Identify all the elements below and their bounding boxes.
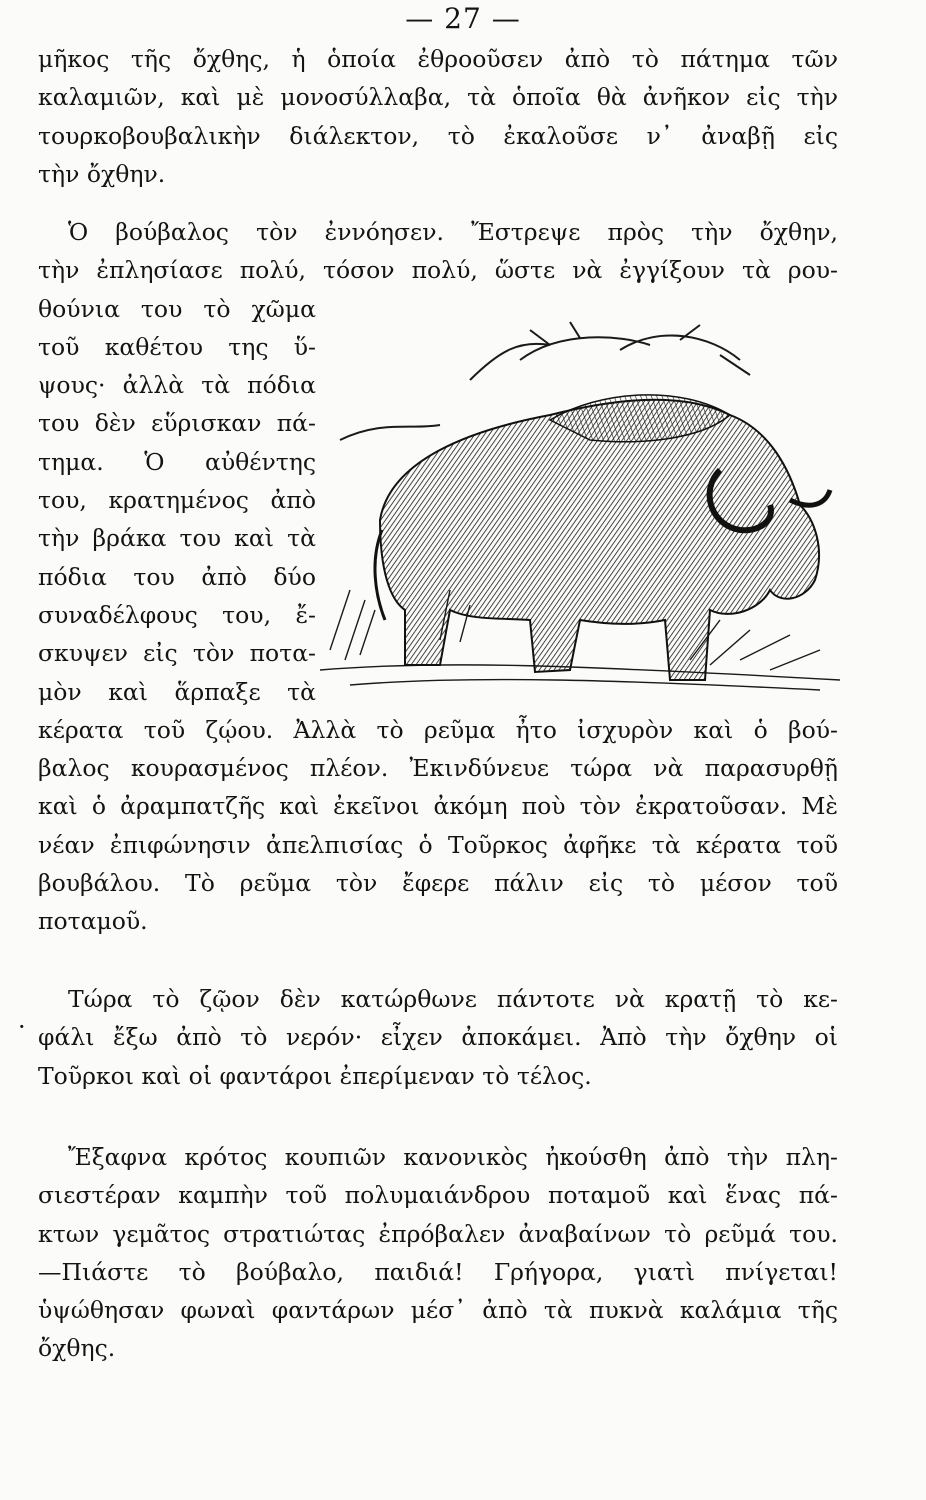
text-line: σκυψεν εἰς τὸν ποτα- — [38, 639, 316, 668]
text-line: ὑψώθησαν φωναὶ φαντάρων μέσ᾽ ἀπὸ τὰ πυκνὰ καλάμια τῆς — [38, 1296, 838, 1325]
text-line: Τοῦρκοι καὶ οἱ φαντάροι ἐπερίμεναν τὸ τέλος. — [38, 1061, 592, 1090]
buffalo-illustration — [320, 320, 840, 720]
text-line: τοῦ καθέτου της ὕ- — [38, 332, 316, 361]
text-line: του, κρατημένος ἀπὸ — [38, 486, 316, 515]
text-line: τὴν ὄχθην. — [38, 159, 166, 188]
text-line: τουρκοβουβαλικὴν διάλεκτον, τὸ ἐκαλοῦσε ν᾽ ἀναβῇ εἰς — [38, 121, 838, 150]
text-line: μῆκος τῆς ὄχθης, ἡ ὁποία ἐθροοῦσεν ἀπὸ τὸ πάτημα τῶν — [38, 45, 838, 73]
page-number: — 27 — — [405, 2, 521, 35]
text-line: συναδέλφους του, ἔ- — [38, 600, 316, 629]
text-line: ψους· ἀλλὰ τὰ πόδια — [38, 371, 316, 400]
text-line: καλαμιῶν, καὶ μὲ μονοσύλλαβα, τὰ ὁποῖα θὰ ἀνῆκον εἰς τὴν — [38, 83, 838, 112]
text-line: κτων γεμᾶτος στρατιώτας ἐπρόβαλεν ἀναβαίνων τὸ ρεῦμά του. — [38, 1219, 838, 1248]
paragraph-1 — [38, 40, 838, 193]
text-line: βουβάλου. Τὸ ρεῦμα τὸν ἔφερε πάλιν εἰς τὸ μέσον τοῦ — [38, 869, 838, 898]
text-line: θούνια του τὸ χῶμα — [38, 294, 316, 323]
text-line: τημα. Ὁ αὐθέντης — [38, 447, 316, 476]
text-line: Τώρα τὸ ζῷον δὲν κατώρθωνε πάντοτε νὰ κρατῇ τὸ κε- — [68, 985, 838, 1013]
text-line: του δὲν εὕρισκαν πά- — [38, 409, 316, 438]
margin-mark: · — [18, 1013, 26, 1041]
text-line: πόδια του ἀπὸ δύο — [38, 562, 316, 591]
text-line: καὶ ὁ ἀραμπατζῆς καὶ ἐκεῖνοι ἀκόμη ποὺ τὸν ἐκρατοῦσαν. Μὲ — [38, 792, 838, 821]
text-line: σιεστέραν καμπὴν τοῦ πολυμαιάνδρου ποταμοῦ καὶ ἕνας πά- — [38, 1181, 838, 1210]
text-line: νέαν ἐπιφώνησιν ἀπελπισίας ὁ Τοῦρκος ἀφῆκε τὰ κέρατα τοῦ — [38, 830, 838, 859]
text-line: βαλος κουρασμένος πλέον. Ἐκινδύνευε τώρα νὰ παρασυρθῇ — [38, 754, 838, 783]
text-line: ὄχθης. — [38, 1334, 116, 1363]
text-line: —Πιάστε τὸ βούβαλο, παιδιά! Γρήγορα, γιατὶ πνίγεται! — [38, 1257, 838, 1286]
text-line: Ἔξαφνα κρότος κουπιῶν κανονικὸς ἠκούσθη ἀπὸ τὴν πλη- — [68, 1143, 838, 1171]
text-line: μὸν καὶ ἅρπαξε τὰ — [38, 677, 316, 706]
text-line: ποταμοῦ. — [38, 907, 148, 936]
paragraph-3 — [38, 980, 838, 1095]
text-line: κέρατα τοῦ ζῴου. Ἀλλὰ τὸ ρεῦμα ἦτο ἰσχυρὸν καὶ ὁ βού- — [38, 715, 838, 744]
text-line: τὴν βράκα του καὶ τὰ — [38, 524, 316, 553]
buffalo-body — [380, 400, 819, 680]
text-line: Ὁ βούβαλος τὸν ἐννόησεν. Ἔστρεψε πρὸς τὴν ὄχθην, — [68, 218, 838, 246]
paragraph-4 — [38, 1138, 838, 1368]
text-line: φάλι ἔξω ἀπὸ τὸ νερόν· εἶχεν ἀποκάμει. Ἀπὸ τὴν ὄχθην οἱ — [38, 1023, 838, 1052]
text-line: τὴν ἐπλησίασε πολύ, τόσον πολύ, ὥστε νὰ ἐγγίξουν τὰ ρου- — [38, 256, 838, 285]
